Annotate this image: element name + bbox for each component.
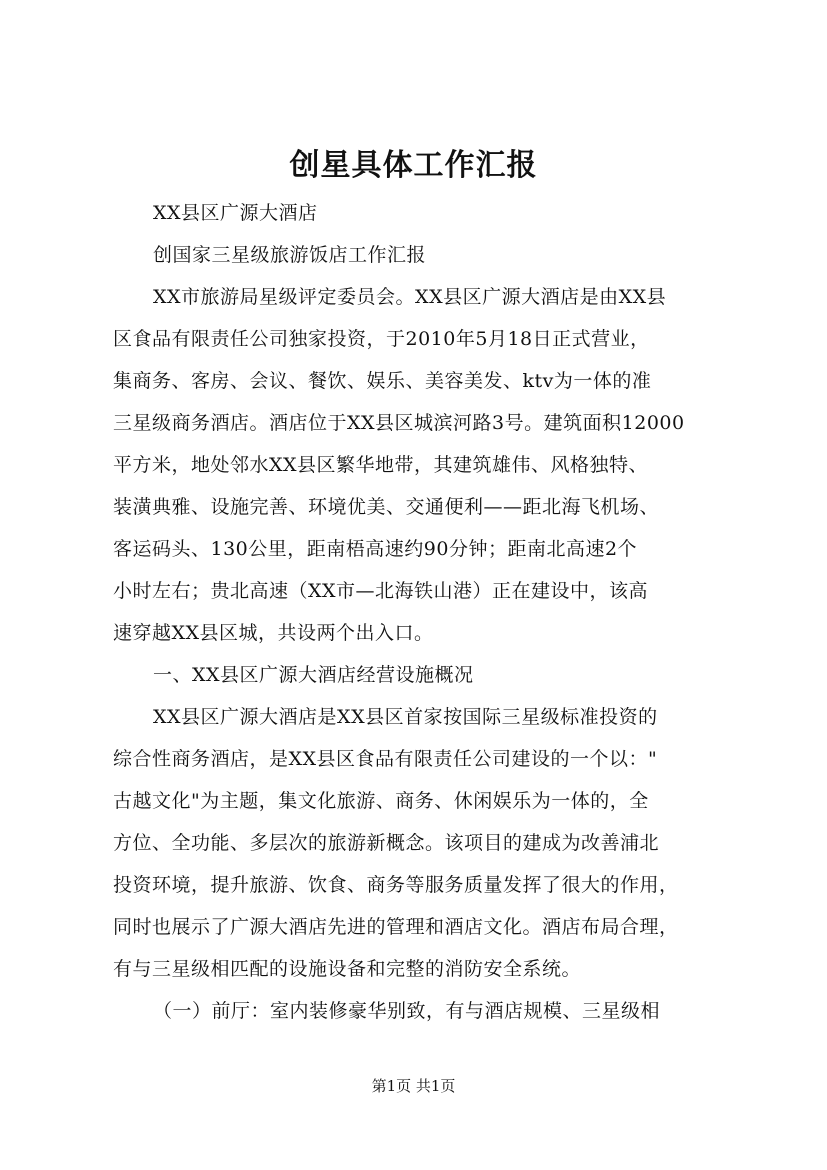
body-line: XX县区广源大酒店 [153, 202, 318, 224]
body-line: 集商务、客房、会议、餐饮、娱乐、美容美发、ktv为一体的准 [113, 370, 652, 392]
body-line: 创国家三星级旅游饭店工作汇报 [153, 244, 427, 266]
body-line: 古越文化"为主题，集文化旅游、商务、休闲娱乐为一体的，全 [113, 790, 649, 812]
page-footer: 第1页 共1页 [371, 1077, 456, 1095]
body-line: 方位、全功能、多层次的旅游新概念。该项目的建成为改善浦北 [113, 832, 660, 854]
body-line: XX县区广源大酒店是XX县区首家按国际三星级标准投资的 [153, 706, 658, 728]
body-line: 装潢典雅、设施完善、环境优美、交通便利——距北海飞机场、 [113, 496, 660, 518]
body-line: 综合性商务酒店，是XX县区食品有限责任公司建设的一个以：" [113, 748, 658, 770]
document-title: 创星具体工作汇报 [289, 148, 538, 183]
body-line: 速穿越XX县区城，共设两个出入口。 [113, 622, 434, 644]
body-line: 同时也展示了广源大酒店先进的管理和酒店文化。酒店布局合理， [113, 916, 679, 938]
body-line: （一）前厅：室内装修豪华别致，有与酒店规模、三星级相 [153, 1000, 661, 1022]
body-line: 客运码头、130公里，距南梧高速约90分钟；距南北高速2个 [113, 538, 638, 560]
body-line: XX市旅游局星级评定委员会。XX县区广源大酒店是由XX县 [153, 286, 667, 308]
body-line: 投资环境，提升旅游、饮食、商务等服务质量发挥了很大的作用， [113, 874, 679, 896]
body-line: 平方米，地处邻水XX县区繁华地带，其建筑雄伟、风格独特、 [113, 454, 649, 476]
body-line: 小时左右；贵北高速（XX市—北海铁山港）正在建设中，该高 [113, 580, 649, 602]
document-body [113, 192, 733, 1032]
body-line: 三星级商务酒店。酒店位于XX县区城滨河路3号。建筑面积12000 [113, 412, 685, 434]
body-line: 有与三星级相匹配的设施设备和完整的消防安全系统。 [113, 958, 582, 980]
body-line: 一、XX县区广源大酒店经营设施概况 [153, 664, 474, 686]
body-line: 区食品有限责任公司独家投资，于2010年5月18日正式营业， [113, 328, 650, 350]
